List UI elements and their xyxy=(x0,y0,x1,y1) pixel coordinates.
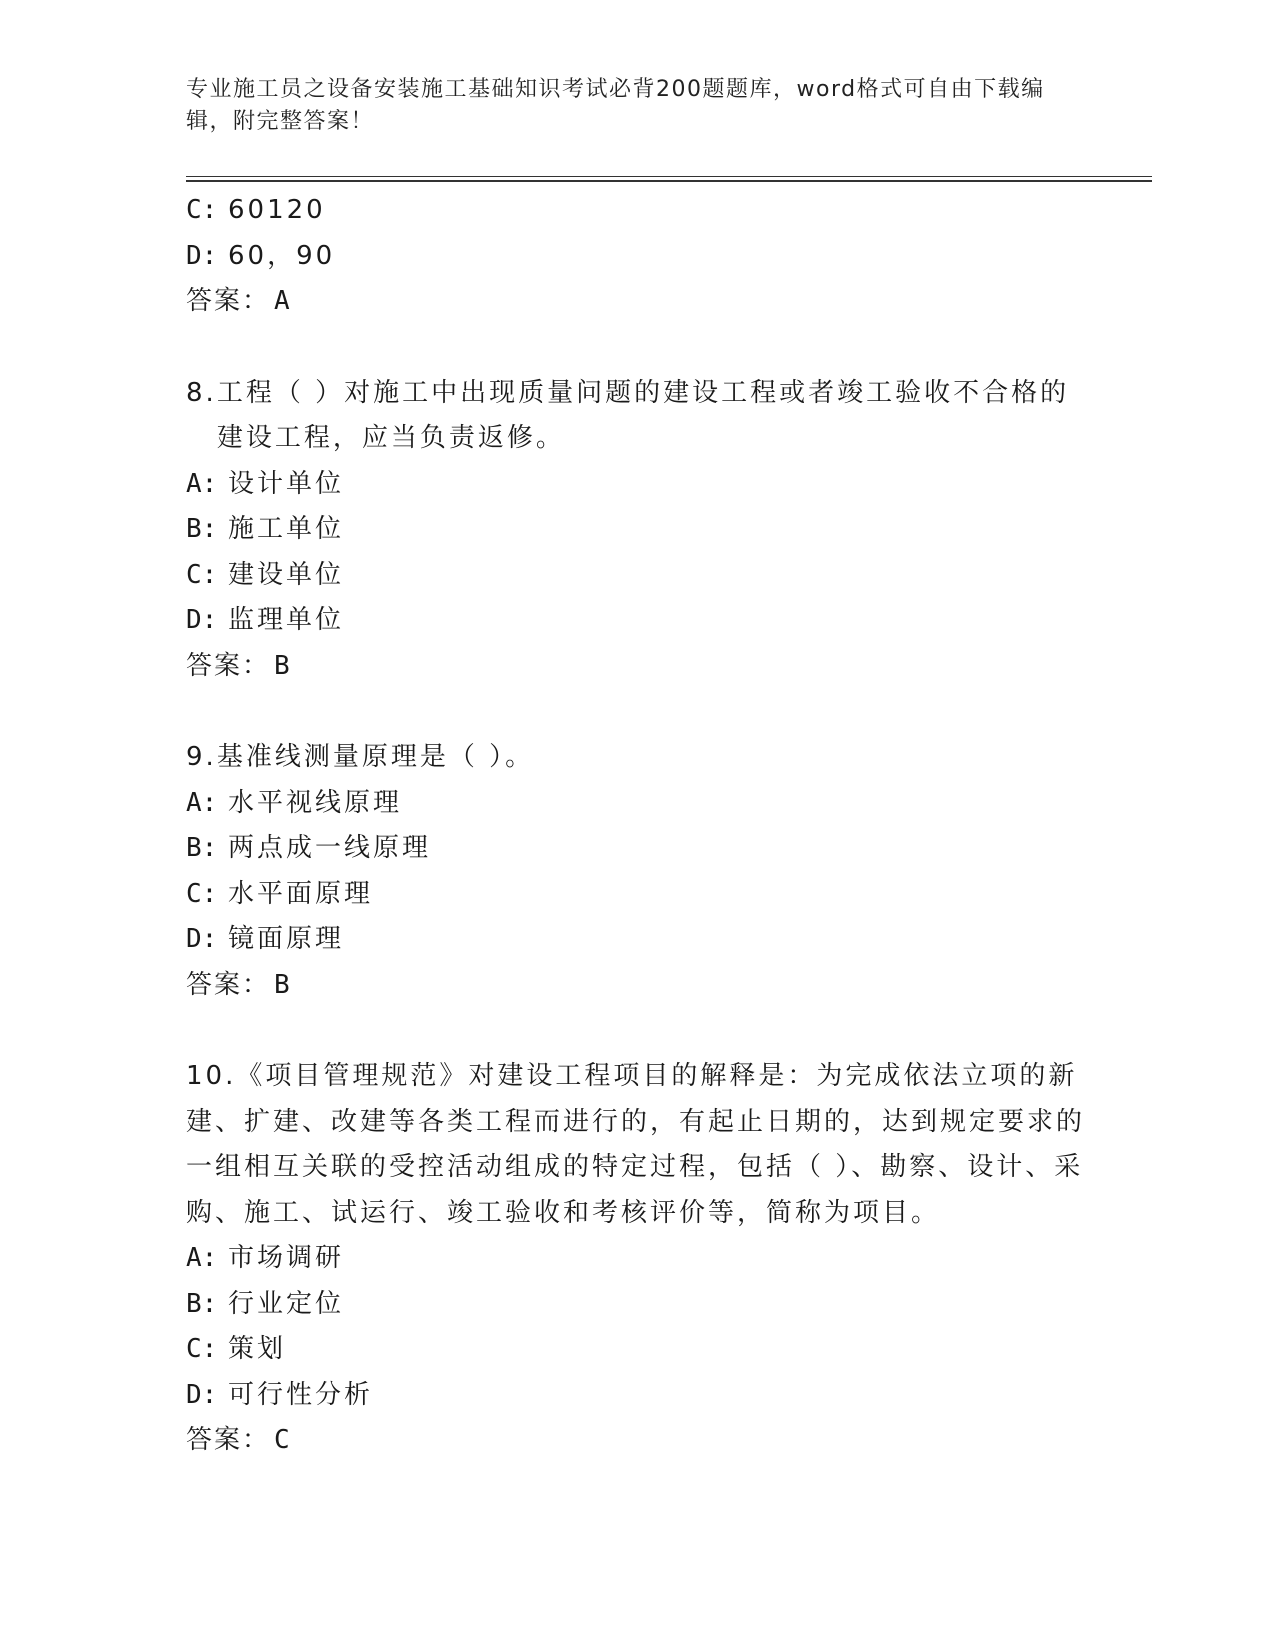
option-d xyxy=(186,598,1086,644)
option-text: 水平视线原理 xyxy=(228,787,403,818)
option-text: 可行性分析 xyxy=(228,1379,374,1410)
option-d xyxy=(186,234,1086,280)
option-letter: D: xyxy=(186,240,218,271)
option-c xyxy=(186,872,1086,918)
option-letter: D: xyxy=(186,1379,218,1410)
option-letter: A: xyxy=(186,787,218,818)
spacer xyxy=(186,689,1086,735)
spacer xyxy=(186,325,1086,371)
option-a xyxy=(186,1236,1086,1282)
option-text: 60120 xyxy=(228,195,326,225)
answer-line xyxy=(186,1418,1086,1464)
option-letter: B: xyxy=(186,833,218,863)
answer-line xyxy=(186,644,1086,690)
answer-value: B xyxy=(274,969,293,1000)
option-b xyxy=(186,507,1086,553)
question-number: 10. xyxy=(186,1061,237,1091)
question-stem xyxy=(186,735,1086,781)
answer-line xyxy=(186,279,1086,325)
answer-value: A xyxy=(274,286,293,316)
option-b xyxy=(186,1282,1086,1328)
question-stem xyxy=(186,371,1086,462)
header-divider-thick xyxy=(186,180,1152,182)
spacer xyxy=(186,1008,1086,1054)
option-d xyxy=(186,917,1086,963)
option-text: 建设单位 xyxy=(228,559,345,590)
option-text: 设计单位 xyxy=(228,468,345,499)
answer-value: B xyxy=(274,650,293,681)
header-divider-thin xyxy=(186,176,1152,177)
option-a xyxy=(186,781,1086,827)
question-content xyxy=(186,188,1086,1464)
option-letter: D: xyxy=(186,924,218,954)
option-text: 60，90 xyxy=(228,240,336,271)
option-letter: A: xyxy=(186,468,218,499)
question-9 xyxy=(186,735,1086,1008)
option-c xyxy=(186,553,1086,599)
question-8 xyxy=(186,371,1086,690)
question-text: 基准线测量原理是（ ）。 xyxy=(216,742,535,772)
option-letter: B: xyxy=(186,1288,218,1319)
question-text: 《项目管理规范》对建设工程项目的解释是：为完成依法立项的新建、扩建、改建等各类工程而进行的，有起止日期的，达到规定要求的一组相互关联的受控活动组成的特定过程，包括（ ）、勘察、设计、采购、施工、试运行、竣工验收和考核评价等，简称为项目。 xyxy=(186,1061,1086,1228)
question-stem xyxy=(186,1054,1086,1236)
question-10 xyxy=(186,1054,1086,1464)
answer-value: C xyxy=(274,1425,293,1455)
option-text: 行业定位 xyxy=(228,1288,345,1319)
option-letter: C: xyxy=(186,1334,218,1364)
option-text: 水平面原理 xyxy=(228,878,374,909)
option-text: 市场调研 xyxy=(228,1243,345,1273)
option-a xyxy=(186,462,1086,508)
answer-label: 答案： xyxy=(186,969,271,1000)
answer-label: 答案： xyxy=(186,1425,271,1455)
prev-question-block xyxy=(186,188,1086,325)
option-letter: D: xyxy=(186,605,218,635)
answer-label: 答案： xyxy=(186,650,271,681)
page-header-title: 专业施工员之设备安装施工基础知识考试必背200题题库，word格式可自由下载编辑，附完整答案！ xyxy=(186,77,1045,134)
answer-label: 答案： xyxy=(186,286,271,316)
option-letter: A: xyxy=(186,1243,218,1273)
option-letter: C: xyxy=(186,878,218,909)
answer-line xyxy=(186,963,1086,1009)
option-text: 两点成一线原理 xyxy=(228,833,432,863)
question-number: 9. xyxy=(186,742,217,772)
option-letter: C: xyxy=(186,195,218,225)
option-text: 镜面原理 xyxy=(228,924,345,954)
question-text: 工程（ ）对施工中出现质量问题的建设工程或者竣工验收不合格的建设工程，应当负责返修。 xyxy=(216,377,1070,453)
option-text: 监理单位 xyxy=(228,605,345,635)
question-number: 8. xyxy=(186,377,217,408)
option-letter: C: xyxy=(186,559,218,590)
option-b xyxy=(186,826,1086,872)
option-text: 策划 xyxy=(228,1334,287,1364)
option-text: 施工单位 xyxy=(228,514,345,544)
option-d xyxy=(186,1373,1086,1419)
option-c xyxy=(186,1327,1086,1373)
option-c xyxy=(186,188,1086,234)
option-letter: B: xyxy=(186,514,218,544)
